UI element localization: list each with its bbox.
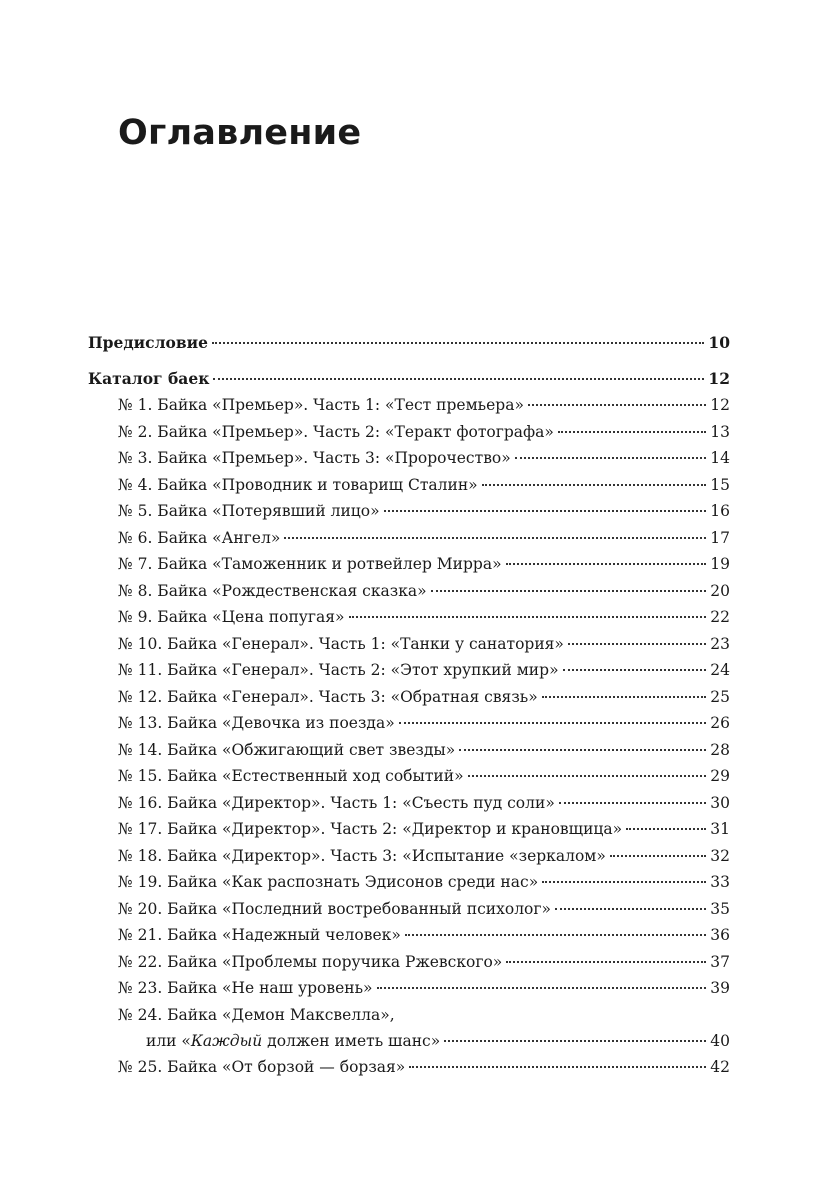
toc-entry-label: № 13. Байка «Девочка из поезда»	[118, 714, 395, 732]
toc-entry-label: № 24. Байка «Демон Максвелла»,	[118, 1005, 395, 1024]
dot-leader	[568, 643, 706, 645]
toc-item-11[interactable]	[88, 657, 730, 684]
toc-page-number: 19	[710, 555, 730, 573]
toc-item-14[interactable]	[88, 737, 730, 764]
dot-leader	[409, 1066, 706, 1068]
toc-section-preface[interactable]	[88, 330, 730, 356]
toc-item-22[interactable]	[88, 949, 730, 976]
dot-leader	[384, 510, 707, 512]
dot-leader	[542, 881, 706, 883]
toc-page-number: 28	[710, 740, 730, 759]
toc-page-number: 40	[710, 1031, 730, 1050]
dot-leader	[515, 457, 707, 459]
toc-entry-label-text	[146, 1028, 440, 1054]
toc-entry-label: № 14. Байка «Обжигающий свет звезды»	[118, 740, 456, 759]
toc-entry-label: № 23. Байка «Не наш уровень»	[118, 979, 373, 997]
dot-leader	[405, 934, 706, 936]
dot-leader	[444, 1040, 706, 1042]
toc-item-13[interactable]	[88, 710, 730, 737]
dot-leader	[399, 722, 707, 724]
toc-page-number: 12	[710, 396, 730, 414]
dot-leader	[431, 590, 707, 592]
toc-entry-label: № 18. Байка «Директор». Часть 3: «Испытание «зеркалом»	[118, 846, 606, 865]
toc-entry-label: Предисловие	[88, 333, 208, 352]
dot-leader	[459, 749, 706, 751]
toc-page-number: 23	[710, 634, 730, 653]
toc-page-number: 37	[710, 952, 730, 971]
toc-entry-label: № 5. Байка «Потерявший лицо»	[118, 502, 380, 520]
toc-entry-label-continued	[118, 1028, 730, 1054]
toc-page-number: 22	[710, 608, 730, 626]
toc-page-number: 16	[710, 502, 730, 520]
toc-page-number: 13	[710, 422, 730, 441]
dot-leader	[555, 908, 706, 910]
toc-item-6[interactable]	[88, 525, 730, 552]
toc-entry-label: № 20. Байка «Последний востребованный психолог»	[118, 899, 551, 918]
toc-entry-label: № 21. Байка «Надежный человек»	[118, 926, 401, 944]
toc-page-number: 30	[710, 793, 730, 812]
toc-page-number: 42	[710, 1057, 730, 1076]
toc-entry-label: № 3. Байка «Премьер». Часть 3: «Пророчество»	[118, 449, 511, 467]
toc-entry-label: № 9. Байка «Цена попугая»	[118, 608, 345, 626]
toc-entry-label: № 16. Байка «Директор». Часть 1: «Съесть пуд соли»	[118, 793, 555, 812]
dot-leader	[506, 563, 707, 565]
toc-item-25[interactable]	[88, 1054, 730, 1081]
dot-leader	[468, 775, 707, 777]
dot-leader	[528, 404, 706, 406]
toc-page-number: 39	[710, 979, 730, 997]
toc-item-23[interactable]	[88, 975, 730, 1002]
toc-item-1[interactable]	[88, 392, 730, 419]
toc-entry-label: № 12. Байка «Генерал». Часть 3: «Обратная связь»	[118, 687, 538, 706]
toc-entry-label: № 8. Байка «Рождественская сказка»	[118, 581, 427, 600]
toc-item-2[interactable]	[88, 419, 730, 446]
dot-leader	[377, 987, 707, 989]
label-italic: Каждый	[190, 1031, 263, 1050]
toc-page-number: 31	[710, 820, 730, 838]
dot-leader	[284, 537, 706, 539]
dot-leader	[558, 431, 706, 433]
label-prefix: или «	[146, 1031, 191, 1050]
dot-leader	[482, 484, 707, 486]
toc-page-number: 33	[710, 873, 730, 891]
toc-page-number: 15	[710, 475, 730, 494]
toc-page-number: 10	[708, 333, 730, 352]
toc-entry-label: Каталог баек	[88, 369, 210, 388]
toc-entry-label: № 22. Байка «Проблемы поручика Ржевского»	[118, 952, 503, 971]
page-title: Оглавление	[118, 113, 362, 153]
toc-item-18[interactable]	[88, 843, 730, 870]
toc-entry-label: № 25. Байка «От борзой — борзая»	[118, 1057, 406, 1076]
label-suffix: должен иметь шанс»	[262, 1031, 441, 1050]
dot-leader	[559, 802, 706, 804]
toc-section-catalog[interactable]	[88, 366, 730, 392]
toc-item-12[interactable]	[88, 684, 730, 711]
toc-item-5[interactable]	[88, 498, 730, 525]
toc-item-7[interactable]	[88, 551, 730, 578]
toc-item-9[interactable]	[88, 604, 730, 631]
toc-item-3[interactable]	[88, 445, 730, 472]
toc-item-21[interactable]	[88, 922, 730, 949]
toc-page-number: 26	[710, 714, 730, 732]
toc-entry-label: № 11. Байка «Генерал». Часть 2: «Этот хрупкий мир»	[118, 661, 559, 679]
toc-item-16[interactable]	[88, 790, 730, 817]
toc-entry-label: № 4. Байка «Проводник и товарищ Сталин»	[118, 475, 478, 494]
toc-entry-label: № 6. Байка «Ангел»	[118, 528, 281, 547]
toc-entry-label: № 1. Байка «Премьер». Часть 1: «Тест премьера»	[118, 396, 524, 414]
toc-page-number: 17	[710, 528, 730, 547]
toc-entry-label: № 7. Байка «Таможенник и ротвейлер Мирра»	[118, 555, 502, 573]
toc-entry-label: № 19. Байка «Как распознать Эдисонов среди нас»	[118, 873, 539, 891]
toc-item-24[interactable]	[88, 1002, 730, 1054]
toc-entry-label: № 10. Байка «Генерал». Часть 1: «Танки у санатория»	[118, 634, 564, 653]
toc-entry-label: № 15. Байка «Естественный ход событий»	[118, 767, 464, 785]
toc-item-19[interactable]	[88, 869, 730, 896]
dot-leader	[610, 855, 706, 857]
dot-leader	[212, 342, 704, 344]
toc-page-number: 25	[710, 687, 730, 706]
dot-leader	[213, 378, 704, 380]
toc-item-8[interactable]	[88, 578, 730, 605]
toc-page-number: 36	[710, 926, 730, 944]
toc-item-4[interactable]	[88, 472, 730, 499]
dot-leader	[506, 961, 706, 963]
dot-leader	[626, 828, 706, 830]
dot-leader	[542, 696, 707, 698]
toc-entry-label: № 17. Байка «Директор». Часть 2: «Директор и крановщица»	[118, 820, 623, 838]
toc-item-17[interactable]	[88, 816, 730, 843]
dot-leader	[349, 616, 707, 618]
toc-item-20[interactable]	[88, 896, 730, 923]
toc-page-number: 24	[710, 661, 730, 679]
toc-page-number: 14	[710, 449, 730, 467]
toc-item-10[interactable]	[88, 631, 730, 658]
table-of-contents	[88, 330, 730, 1080]
toc-page-number: 12	[708, 369, 730, 388]
toc-page-number: 29	[710, 767, 730, 785]
toc-entry-label: № 2. Байка «Премьер». Часть 2: «Теракт фотографа»	[118, 422, 554, 441]
toc-page-number: 35	[710, 899, 730, 918]
dot-leader	[563, 669, 707, 671]
toc-page-number: 20	[710, 581, 730, 600]
toc-item-15[interactable]	[88, 763, 730, 790]
toc-page-number: 32	[710, 846, 730, 865]
